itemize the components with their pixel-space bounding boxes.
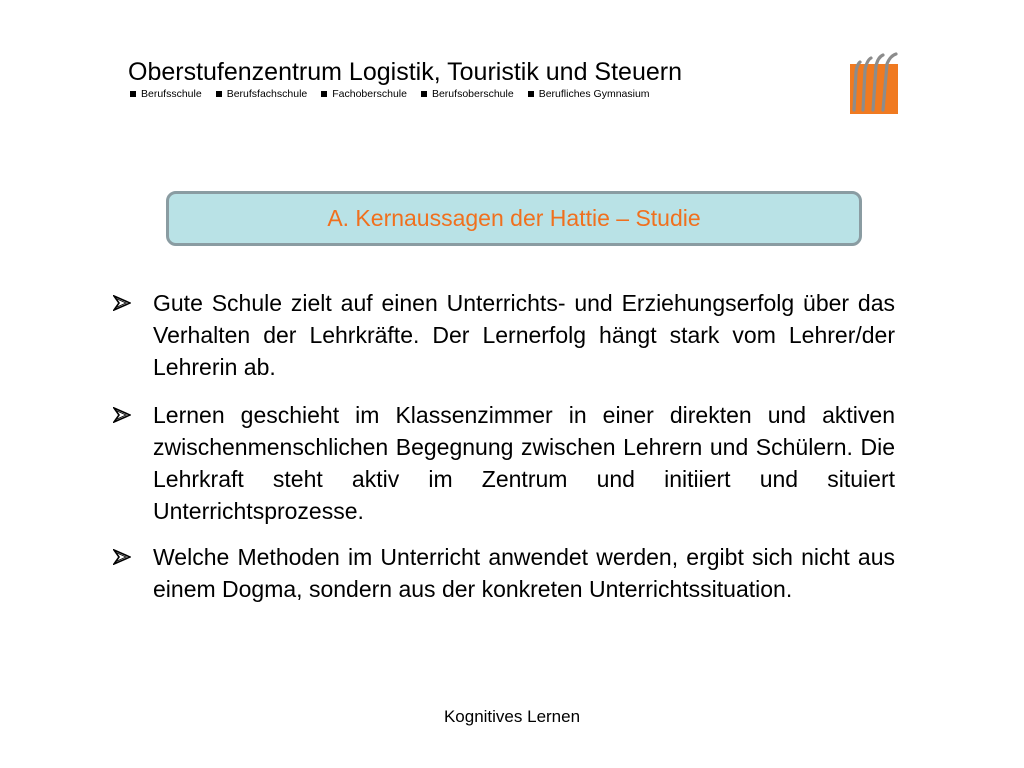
arrow-bullet-icon <box>113 295 131 311</box>
square-bullet-icon <box>130 91 136 97</box>
school-type-item <box>528 87 650 101</box>
school-type-item <box>421 87 514 101</box>
square-bullet-icon <box>528 91 534 97</box>
list-item <box>113 287 895 383</box>
school-logo-icon <box>846 52 900 116</box>
arrow-bullet-icon <box>113 407 131 423</box>
bullet-text: Lernen geschieht im Klassenzimmer in einer direkten und aktiven zwischenmenschlichen Begegnung zwischen Lehrern und Schülern. Die Lehrkraft steht aktiv im Zentrum und initiiert und situiert Unterrichtsprozesse. <box>153 402 895 524</box>
square-bullet-icon <box>321 91 327 97</box>
school-type-label: Berufliches Gymnasium <box>538 88 650 100</box>
header-title: Oberstufenzentrum Logistik, Touristik und Steuern <box>128 58 682 86</box>
school-type-item <box>130 87 202 101</box>
list-item <box>113 541 895 605</box>
bullet-list <box>113 287 895 621</box>
slide-title-box <box>166 191 862 246</box>
school-types-list <box>130 87 664 101</box>
school-type-label: Berufsfachschule <box>226 88 308 100</box>
footer <box>0 706 1024 728</box>
bullet-text: Gute Schule zielt auf einen Unterrichts- und Erziehungserfolg über das Verhalten der Lehrkräfte. Der Lernerfolg hängt stark vom Lehrer/der Lehrerin ab. <box>153 290 895 380</box>
footer-text: Kognitives Lernen <box>443 707 581 726</box>
school-type-item <box>216 87 308 101</box>
school-type-item <box>321 87 407 101</box>
school-type-label: Berufsoberschule <box>431 88 514 100</box>
square-bullet-icon <box>216 91 222 97</box>
slide-title: A. Kernaussagen der Hattie – Studie <box>327 205 701 231</box>
arrow-bullet-icon <box>113 549 131 565</box>
school-type-label: Fachoberschule <box>332 88 407 100</box>
list-item <box>113 399 895 527</box>
bullet-text: Welche Methoden im Unterricht anwendet werden, ergibt sich nicht aus einem Dogma, sondern aus der konkreten Unterrichtssituation. <box>153 544 895 602</box>
square-bullet-icon <box>421 91 427 97</box>
school-type-label: Berufsschule <box>141 88 202 100</box>
